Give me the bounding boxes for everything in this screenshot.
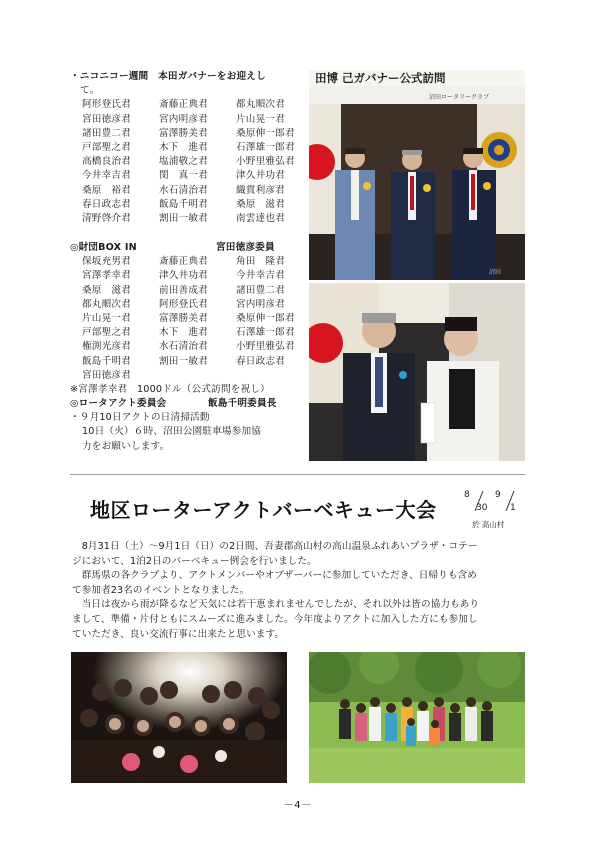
member-name: 閔 真一君 — [159, 170, 208, 182]
member-name: 小野里雅弘君 — [236, 341, 295, 353]
member-name: 斎藤正典君 — [159, 99, 208, 111]
niko-section — [70, 70, 295, 226]
event-title: 地区ローターアクトバーベキュー大会 — [90, 498, 437, 522]
name-row — [82, 255, 300, 269]
event-paragraph-line: ていただき、良い交流行事に出来たと思います。 — [72, 628, 285, 640]
member-name: 桑原伸一郎君 — [236, 127, 295, 139]
date-day-1: 30 — [476, 503, 488, 513]
date-day-2: 1 — [510, 503, 516, 513]
member-name: 宮澤孝幸君 — [82, 270, 131, 282]
presentation-photo — [309, 283, 525, 461]
name-row — [82, 312, 300, 326]
box-heading: ◎財団BOX IN — [70, 242, 137, 253]
event-date-block — [452, 483, 526, 531]
name-row — [82, 326, 300, 340]
member-name: 木下 進君 — [159, 327, 208, 339]
member-name: 都丸順次君 — [236, 99, 285, 111]
date-month-1: 8 — [464, 490, 470, 500]
member-name: 春日政志君 — [236, 355, 285, 367]
name-row — [82, 169, 292, 183]
page-number: －4－ — [283, 800, 313, 811]
member-name: 桑原 裕君 — [82, 184, 131, 196]
member-name: 宮内明彦君 — [236, 298, 285, 310]
box-chair: 宮田徳彦委員 — [216, 242, 275, 253]
member-name: 清野啓介君 — [82, 212, 131, 224]
governor-visit-photo-art — [309, 70, 525, 280]
rotaract-heading: ◎ロータアクト委員会 — [70, 398, 167, 410]
event-paragraph-line: まして、準備・片付ともにスムーズに進みました。今年度よりアクトに加入した方にも参加し — [72, 613, 478, 625]
box-name-list — [70, 255, 300, 383]
member-name: 割田一敏君 — [159, 355, 208, 367]
member-name: 南雲達也君 — [236, 212, 285, 224]
member-name: 片山晃一君 — [82, 312, 131, 324]
niko-name-list — [70, 98, 295, 226]
member-name: 塩浦敬之君 — [159, 156, 208, 168]
name-row — [82, 212, 292, 226]
member-name: 権渕光彦君 — [82, 341, 131, 353]
member-name: 織貫利彦君 — [236, 184, 285, 196]
member-name: 今井幸吉君 — [82, 170, 131, 182]
night-group-photo-art — [71, 652, 287, 783]
name-row — [82, 269, 300, 283]
event-paragraph-line: ジにおいて、1泊2日のバーベキュー例会を行いました。 — [72, 555, 317, 567]
member-name: 飯島千明君 — [82, 355, 131, 367]
member-name: 富澤勝美君 — [159, 312, 208, 324]
member-name: 宮内明彦君 — [159, 113, 208, 125]
event-body-text — [72, 540, 528, 642]
member-name: 桑原 滋君 — [236, 198, 285, 210]
rotaract-heading-row — [70, 397, 300, 411]
member-name: 都丸順次君 — [82, 298, 131, 310]
rotaract-detail-1: 10日（火）６時、沼田公園駐車場参加協 — [82, 426, 262, 438]
name-row — [82, 355, 300, 369]
name-row — [82, 198, 292, 212]
outdoor-group-photo-art — [309, 652, 525, 783]
event-paragraph-line: 当日は夜から雨が降るなど天気には若干恵まれませんでしたが、それ以外は皆の協力もあり — [72, 599, 480, 611]
member-name: 片山晃一君 — [236, 113, 285, 125]
box-section — [70, 241, 300, 454]
name-row — [82, 184, 292, 198]
name-row — [82, 369, 300, 383]
member-name: 桑原 滋君 — [82, 284, 131, 296]
member-name: 角田 隆君 — [236, 256, 285, 268]
name-row — [82, 298, 300, 312]
name-row — [82, 141, 295, 155]
member-name: 木下 進君 — [159, 141, 208, 153]
member-name: 高橋良治君 — [82, 156, 131, 168]
niko-heading-cont: て。 — [80, 85, 100, 97]
member-name: 斎藤正典君 — [159, 256, 208, 268]
section-divider — [70, 474, 525, 475]
niko-heading: ・ニコニコー週間 本田ガバナーをお迎えし — [70, 71, 266, 82]
name-row — [82, 284, 300, 298]
member-name: 水石清治君 — [159, 341, 208, 353]
event-paragraph-line: 8月31日（土）～9月1日（日）の2日間、吾妻郡高山村の高山温泉ふれあいプラザ・コテー — [72, 541, 478, 552]
name-row — [82, 340, 300, 354]
box-note: ※宮澤孝幸君 1000ドル（公式訪問を祝し） — [70, 383, 270, 395]
member-name: 阿形登氏君 — [82, 99, 131, 111]
member-name: 宮田徳彦君 — [82, 369, 131, 381]
name-row — [82, 98, 292, 112]
member-name: 諸田豊二君 — [82, 127, 131, 139]
rotaract-item: ・９月10日アクトの日清掃活動 — [70, 412, 210, 424]
name-row — [82, 113, 292, 127]
member-name: 阿形登氏君 — [159, 298, 208, 310]
event-venue: 於 高山村 — [472, 520, 505, 529]
rotaract-chair: 飯島千明委員長 — [208, 398, 277, 410]
event-paragraph-line: 群馬県の各クラブより、アクトメンバーやオブザーバーに参加していただき、日帰りも含め — [72, 570, 477, 582]
member-name: 津久井功君 — [159, 270, 208, 282]
box-heading-row — [70, 241, 300, 255]
banner-text: 田博 己ガバナー公式訪問 — [315, 71, 446, 85]
member-name: 諸田豊二君 — [236, 284, 285, 296]
member-name: 春日政志君 — [82, 198, 131, 210]
name-row — [82, 127, 295, 141]
member-name: 石澤雄一郎君 — [236, 327, 295, 339]
member-name: 水石清治君 — [159, 184, 208, 196]
member-name: 宮田徳彦君 — [82, 113, 131, 125]
member-name: 富澤勝美君 — [159, 127, 208, 139]
night-group-photo — [71, 652, 287, 783]
member-name: 今井幸吉君 — [236, 270, 285, 282]
member-name: 石澤雄一郎君 — [236, 141, 295, 153]
member-name: 割田一敏君 — [159, 212, 208, 224]
date-month-2: 9 — [495, 490, 501, 500]
sign-text: 沼田ロータリークラブ — [429, 94, 490, 101]
sign-small-text: 沼田 — [489, 269, 502, 276]
member-name: 戸部聖之君 — [82, 141, 131, 153]
outdoor-group-photo — [309, 652, 525, 783]
member-name: 津久井功君 — [236, 170, 285, 182]
member-name: 前田善成君 — [159, 284, 208, 296]
governor-visit-photo — [309, 70, 525, 280]
member-name: 保坂充男君 — [82, 256, 131, 268]
member-name: 戸部聖之君 — [82, 327, 131, 339]
presentation-photo-art — [309, 283, 525, 461]
member-name: 飯島千明君 — [159, 198, 208, 210]
rotaract-detail-2: 力をお願いします。 — [82, 440, 170, 452]
name-row — [82, 155, 295, 169]
event-paragraph-line: て参加者23名のイベントとなりました。 — [72, 584, 250, 596]
member-name: 桑原伸一郎君 — [236, 312, 295, 324]
member-name: 小野里雅弘君 — [236, 156, 295, 168]
